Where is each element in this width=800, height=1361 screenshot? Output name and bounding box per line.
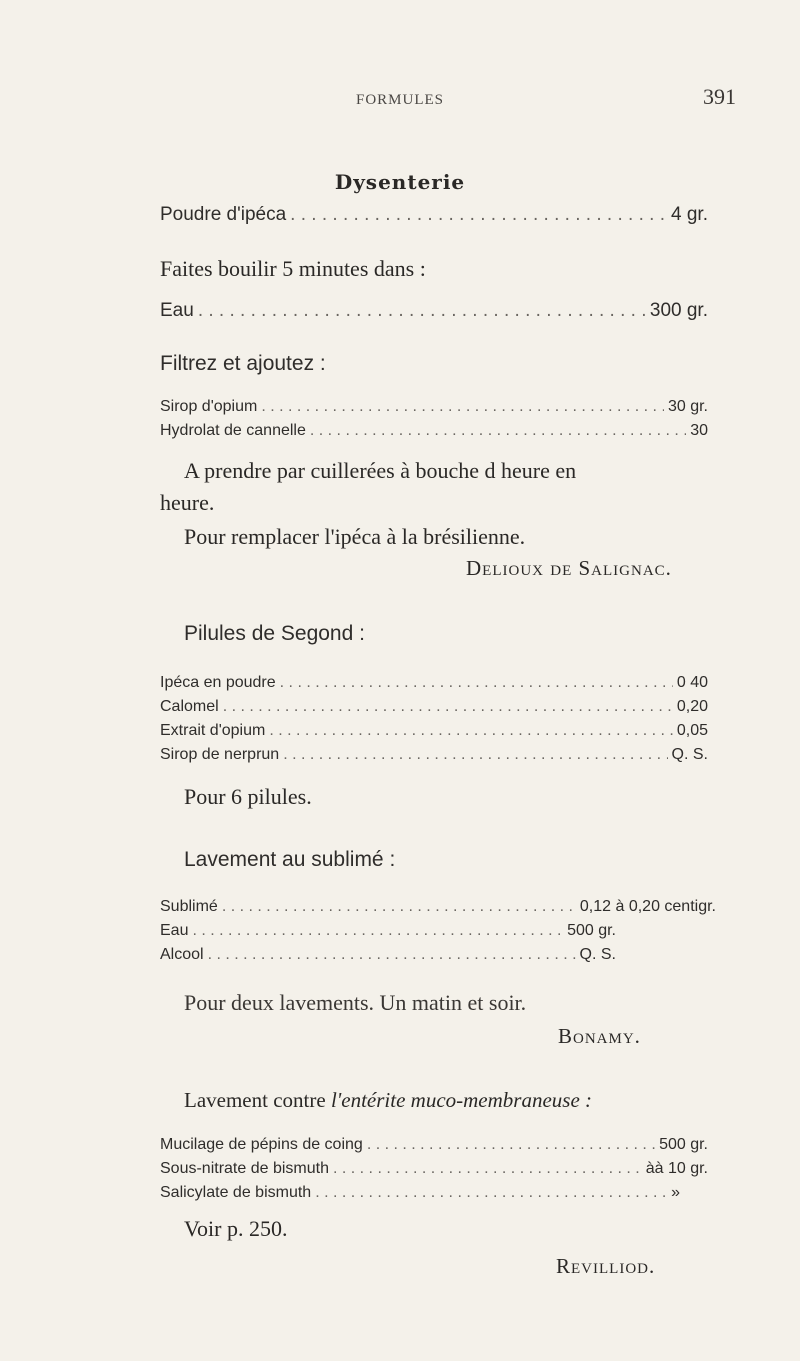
ingredient-row <box>160 722 708 740</box>
usage-text: heure. <box>160 490 215 515</box>
recipe-title: Lavement au sublimé : <box>184 848 396 871</box>
ingredient-quantity: 0,05 <box>676 722 708 739</box>
author-credit: Revilliod. <box>556 1254 656 1278</box>
recipe-title <box>184 1088 592 1113</box>
ingredient-name: Sirop d'opium <box>160 398 258 415</box>
ingredient-name: Alcool <box>160 946 204 963</box>
note-text: Voir p. 250. <box>184 1216 288 1241</box>
note-text: Pour 6 pilules. <box>184 784 312 809</box>
ingredient-row <box>160 422 708 440</box>
leader-dots <box>198 300 646 322</box>
leader-dots <box>269 722 673 740</box>
ingredient-quantity: 4 gr. <box>671 204 708 225</box>
recipe-title-prefix: Lavement contre <box>184 1088 326 1112</box>
leader-dots <box>222 898 576 916</box>
ingredient-row <box>160 674 708 692</box>
ingredient-row <box>160 946 616 964</box>
leader-dots <box>280 674 673 692</box>
ingredient-quantity: 0 40 <box>676 674 708 691</box>
ingredient-name: Ipéca en poudre <box>160 674 276 691</box>
ingredient-row <box>160 398 708 416</box>
ingredient-row <box>160 698 708 716</box>
ingredient-row <box>160 1136 708 1154</box>
ingredient-row <box>160 1160 708 1178</box>
leader-dots <box>310 422 686 440</box>
usage-text: A prendre par cuillerées à bouche d heure en <box>184 458 577 483</box>
recipe-title-italic: l'entérite muco-membraneuse : <box>330 1088 593 1112</box>
section-title: Dysenterie <box>334 170 466 194</box>
ingredient-name: Sous-nitrate de bismuth <box>160 1160 329 1177</box>
ingredient-quantity: Q. S. <box>671 746 708 763</box>
leader-dots <box>290 204 667 226</box>
ingredient-quantity: 0,12 à 0,20 centigr. <box>579 898 716 915</box>
running-head: FORMULES <box>355 92 445 108</box>
leader-dots <box>333 1160 642 1178</box>
ingredient-row <box>160 746 708 764</box>
ingredient-quantity: Q. S. <box>579 946 616 963</box>
ingredient-name: Calomel <box>160 698 219 715</box>
ingredient-name: Sirop de nerprun <box>160 746 280 763</box>
leader-dots <box>223 698 673 716</box>
page-number: 391 <box>703 84 736 109</box>
ingredient-quantity: àà 10 gr. <box>645 1160 708 1177</box>
instruction-text: Faites bouilir 5 minutes dans : <box>160 256 426 281</box>
ingredient-quantity: 30 gr. <box>667 398 708 415</box>
ingredient-row <box>160 898 716 916</box>
ingredient-row <box>160 204 708 226</box>
ingredient-name: Extrait d'opium <box>160 722 266 739</box>
ingredient-row <box>160 300 708 322</box>
ingredient-name: Sublimé <box>160 898 218 915</box>
ingredient-name: Hydrolat de cannelle <box>160 422 306 439</box>
leader-dots <box>367 1136 655 1154</box>
ingredient-row <box>160 1184 680 1202</box>
ingredient-name: Poudre d'ipéca <box>160 204 287 225</box>
note-text: Pour deux lavements. Un matin et soir. <box>184 990 527 1015</box>
leader-dots <box>261 398 664 416</box>
ingredient-quantity: 30 <box>690 422 708 439</box>
instruction-text: Filtrez et ajoutez : <box>160 352 326 375</box>
ingredient-quantity: 300 gr. <box>649 300 708 321</box>
author-credit: Bonamy. <box>558 1024 641 1048</box>
leader-dots <box>192 922 563 940</box>
ingredient-quantity: 500 gr. <box>567 922 616 939</box>
ingredient-name: Eau <box>160 300 194 321</box>
leader-dots <box>208 946 576 964</box>
ingredient-row <box>160 922 616 940</box>
note-text: Pour remplacer l'ipéca à la brésilienne. <box>184 524 526 549</box>
leader-dots <box>315 1184 667 1202</box>
recipe-title: Pilules de Segond : <box>184 622 365 645</box>
leader-dots <box>283 746 667 764</box>
ingredient-quantity: » <box>671 1184 680 1201</box>
ingredient-name: Mucilage de pépins de coing <box>160 1136 363 1153</box>
author-credit: Delioux de Salignac. <box>466 556 672 580</box>
ingredient-name: Salicylate de bismuth <box>160 1184 312 1201</box>
ingredient-name: Eau <box>160 922 189 939</box>
ingredient-quantity: 500 gr. <box>659 1136 708 1153</box>
ingredient-quantity: 0,20 <box>676 698 708 715</box>
